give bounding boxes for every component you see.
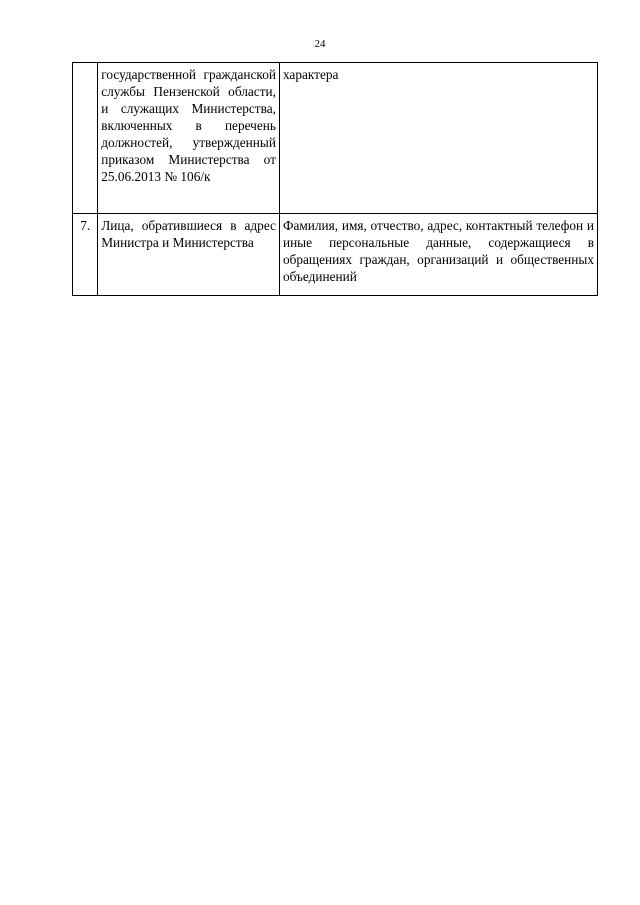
table-row <box>73 63 598 214</box>
personal-data-cell: характера <box>279 63 597 214</box>
category-cell: Лица, обратившиеся в адрес Министра и Министерства <box>98 214 280 296</box>
row-number-cell: 7. <box>73 214 98 296</box>
table-row <box>73 214 598 296</box>
personal-data-cell: Фамилия, имя, отчество, адрес, контактный телефон и иные персональные данные, содержащиеся в обращениях граждан, организаций и общественных объединений <box>279 214 597 296</box>
category-cell: государственной гражданской службы Пензенской области, и служащих Министерства, включенных в перечень должностей, утвержденный приказом Министерства от 25.06.2013 № 106/к <box>98 63 280 214</box>
row-number-cell <box>73 63 98 214</box>
personal-data-table <box>72 62 598 296</box>
page-number: 24 <box>314 38 326 50</box>
